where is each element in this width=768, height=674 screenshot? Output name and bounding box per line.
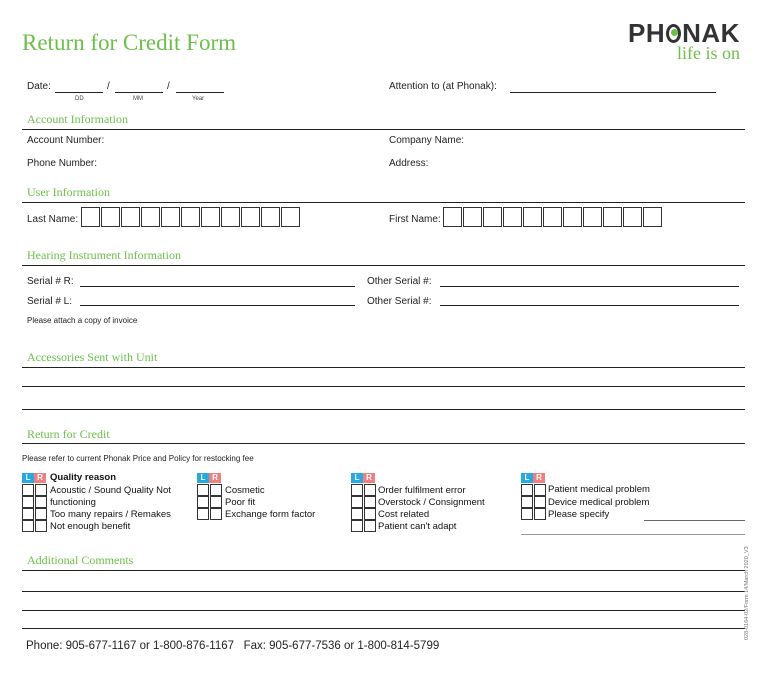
comments-line-3[interactable] — [22, 628, 745, 629]
accessories-heading: Accessories Sent with Unit — [27, 350, 158, 364]
date-day-field[interactable] — [55, 92, 103, 93]
date-mm-caption: MM — [133, 96, 143, 102]
phone-number-label: Phone Number: — [27, 158, 98, 169]
serial-l-field[interactable] — [80, 305, 355, 306]
accessories-rule — [22, 367, 745, 368]
other-serial-1-field[interactable] — [440, 286, 739, 287]
return-heading: Return for Credit — [27, 427, 110, 441]
col3-option-1: Order fulfilment error — [378, 485, 466, 496]
hearing-rule — [22, 265, 745, 266]
first-name-boxes[interactable] — [443, 207, 663, 227]
col1-option-3: Not enough benefit — [50, 521, 131, 532]
comments-rule — [22, 570, 745, 571]
form-code: 028-0164-02/Form 14/March 2020_V3 — [744, 546, 750, 640]
col3-option-3: Cost related — [378, 509, 430, 520]
date-sep-1: / — [107, 81, 110, 92]
col2-option-3: Exchange form factor — [225, 509, 316, 520]
comments-line-1[interactable] — [22, 591, 745, 592]
last-name-boxes[interactable] — [81, 207, 301, 227]
col2-option-2: Poor fit — [225, 497, 256, 508]
col1-option-1b: functioning — [50, 497, 96, 508]
other-serial-2-label: Other Serial #: — [367, 296, 432, 307]
col4-option-2: Device medical problem — [548, 497, 650, 508]
comments-line-2[interactable] — [22, 610, 745, 611]
lr-header-4: L R — [521, 473, 545, 483]
col4-option-1: Patient medical problem — [548, 484, 650, 495]
footer-contact: Phone: 905-677-1167 or 1-800-876-1167 Fax: 905-677-7536 or 1-800-814-5799 — [26, 640, 440, 652]
phonak-logo — [628, 20, 740, 62]
col4-checkboxes[interactable] — [521, 484, 547, 520]
col1-option-2: Too many repairs / Remakes — [50, 509, 171, 520]
logo-suffix: NAK — [682, 18, 740, 48]
date-sep-2: / — [167, 81, 170, 92]
col1-checkboxes[interactable] — [22, 484, 48, 532]
col1-option-1: Acoustic / Sound Quality Not — [50, 485, 171, 496]
return-rule — [22, 443, 745, 444]
serial-r-label: Serial # R: — [27, 276, 74, 287]
restocking-note: Please refer to current Phonak Price and Policy for restocking fee — [22, 454, 254, 463]
please-specify-field[interactable] — [644, 520, 745, 521]
other-serial-2-field[interactable] — [440, 305, 739, 306]
col3-option-4: Patient can't adapt — [378, 521, 457, 532]
hearing-heading: Hearing Instrument Information — [27, 248, 181, 262]
date-year-field[interactable] — [176, 92, 224, 93]
address-label: Address: — [389, 158, 429, 169]
col2-option-1: Cosmetic — [225, 485, 265, 496]
account-number-label: Account Number: — [27, 135, 105, 146]
comments-heading: Additional Comments — [27, 553, 134, 567]
attention-label: Attention to (at Phonak): — [389, 81, 497, 92]
col4-option-3: Please specify — [548, 509, 610, 520]
first-name-label: First Name: — [389, 214, 441, 225]
logo-o-icon — [666, 24, 681, 43]
serial-l-label: Serial # L: — [27, 296, 73, 307]
logo-tagline: life is on — [676, 43, 740, 63]
form-title: Return for Credit Form — [22, 30, 236, 55]
account-rule — [22, 129, 745, 130]
other-serial-1-label: Other Serial #: — [367, 276, 432, 287]
col3-checkboxes[interactable] — [351, 484, 377, 532]
logo-prefix: PH — [628, 18, 666, 48]
company-name-label: Company Name: — [389, 135, 465, 146]
account-heading: Account Information — [27, 112, 128, 126]
date-dd-caption: DD — [75, 96, 84, 102]
user-heading: User Information — [27, 185, 110, 199]
serial-r-field[interactable] — [80, 286, 355, 287]
accessories-line-1[interactable] — [22, 386, 745, 387]
attention-field[interactable] — [510, 92, 716, 93]
date-label: Date: — [27, 81, 51, 92]
please-specify-line-2[interactable] — [521, 534, 745, 535]
lr-header-3: L R — [351, 473, 375, 483]
lr-header-2: L R — [197, 473, 221, 483]
col3-option-2: Overstock / Consignment — [378, 497, 485, 508]
last-name-label: Last Name: — [27, 214, 79, 225]
date-year-caption: Year — [192, 96, 205, 102]
date-month-field[interactable] — [115, 92, 163, 93]
quality-reason-title: Quality reason — [50, 472, 116, 483]
col2-checkboxes[interactable] — [197, 484, 223, 520]
accessories-line-2[interactable] — [22, 409, 745, 410]
attach-invoice-note: Please attach a copy of invoice — [27, 316, 138, 325]
user-rule — [22, 202, 745, 203]
lr-header-1: L R — [22, 473, 46, 483]
